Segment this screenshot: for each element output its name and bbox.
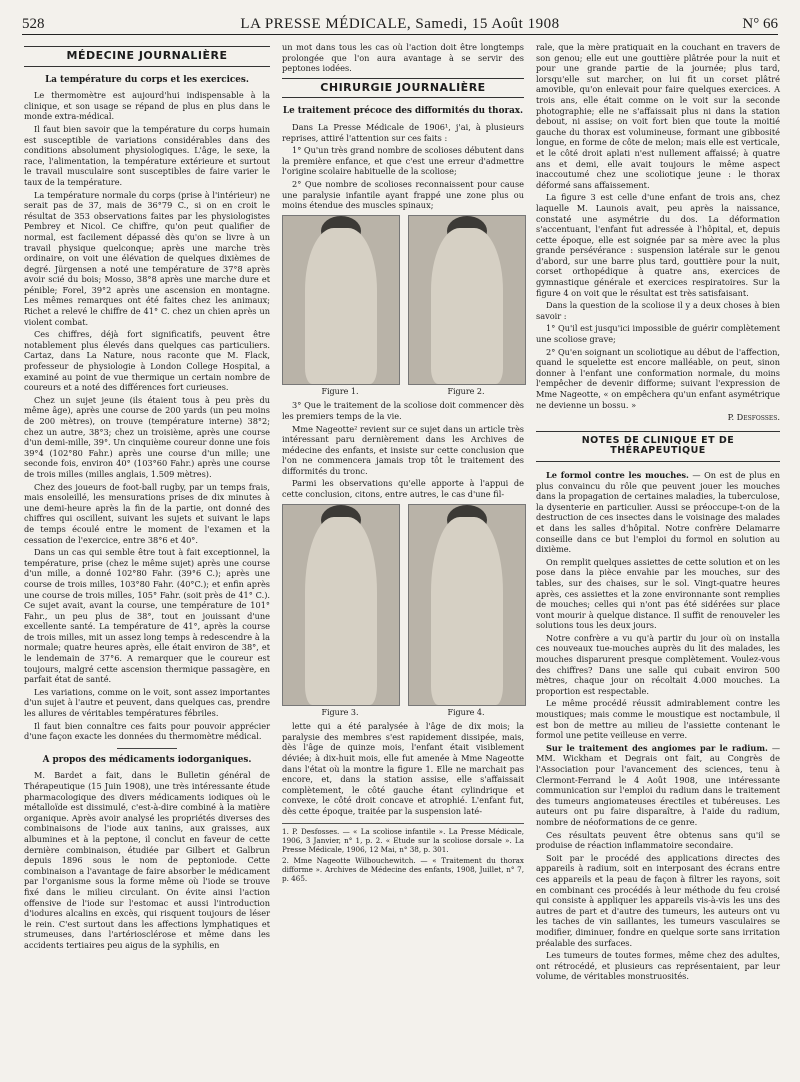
- footnote: 2. Mme Nageotte Wilbouchewitch. — « Traitement du thorax difforme ». Archives de Médecine des enfants, 1908, Juillet, n° 7, p. 465.: [282, 855, 524, 883]
- paragraph: 1° Qu'un très grand nombre de scolioses débutent dans la première enfance, et que c'est une erreur d'admettre l'origine scolaire habituelle de la scoliose;: [282, 145, 524, 177]
- figure-1-photo: [282, 215, 400, 385]
- paragraph: Notre confrère a vu qu'à partir du jour où on installa ces nouveaux tue-mouches auprès du lit des malades, les mouches disparurent presque complètement. Voulez-vous des chiffres? Dans une salle qui cubait environ 500 mètres, chaque jour on récoltait 4.000 mouches. La proportion est respectable.: [536, 632, 780, 696]
- paragraph: lette qui a été paralysée à l'âge de dix mois; la paralysie des membres s'est rapidement dissipée, mais, dès l'âge de quinze mois, l'enfant était visiblement déviée; à dix-huit mois, elle fut amenée à Mme Nageotte dans l'état où la montre la figure 1. Elle ne marchait pas encore, et, dans la station assise, elle s'affaissait complètement, le côté gauche étant cylindrique et convexe, le côté droit concave et atrophié. L'enfant fut, dès cette époque, traitée par la suspension laté-: [282, 721, 524, 816]
- article-title-thorax: Le traitement précoce des difformités du thorax.: [282, 106, 524, 117]
- column-middle: [282, 42, 524, 885]
- paragraph: Mme Nageotte² revient sur ce sujet dans un article très intéressant paru dernièrement dans les Archives de médecine des enfants, et insiste sur cette conclusion que l'on ne commencera jamais trop tôt le traitement des difformités du tronc.: [282, 423, 524, 476]
- footnotes: [282, 823, 524, 883]
- note-text: — On est de plus en plus convaincu du rôle que peuvent jouer les mouches dans la propagation de certaines maladies, la tuberculose, la dysenterie en particulier. Aussi se préoccupe-t-on de la destruction de ces insectes dans le voisinage des malades et dans les salles d'hôpital. Notre confrère Delamarre conseille dans ce but l'emploi du formol en solution au dixième.: [536, 469, 780, 555]
- paragraph: 2° Que nombre de scolioses reconnaissent pour cause une paralysie infantile ayant frappé une zone plus ou moins étendue des muscles spinaux;: [282, 178, 524, 211]
- paragraph: un mot dans tous les cas où l'action doit être longtemps prolongée que l'on aura avantage à se servir des peptones iodées.: [282, 42, 524, 74]
- figure-2: [408, 215, 524, 398]
- paragraph: M. Bardet a fait, dans le Bulletin général de Thérapeutique (15 Juin 1908), une très intéressante étude pharmacologique des divers médicaments iodiques où le métalloïde est dissimulé, c'est-à-dire combiné à la matière organique. Après avoir analysé les propriétés diverses des combinaisons de l'iode aux tanins, aux graisses, aux albumines et à la peptone, il conclut en faveur de cette dernière combinaison, étudiée par Gilbert et Galbrun depuis 1896 sous le nom de peptoniode. Cette combinaison a l'avantage de faire absorber le médicament par l'organisme sous la forme même où l'iode se trouve fixé dans le milieu circulant. On évite ainsi l'action offensive de l'iode sur l'estomac et aussi l'introduction d'iodures alcalins en excès, qui risquent toujours de léser le rein. C'est surtout dans les affections lymphatiques et strumeuses, dans l'artériosclérose et même dans les accidents tertiaires peu aigus de la syphilis, en: [24, 770, 270, 950]
- section-title-chirurgie: CHIRURGIE JOURNALIÈRE: [282, 78, 524, 99]
- paragraph: Dans la question de la scoliose il y a deux choses à bien savoir :: [536, 300, 780, 321]
- journal-title: LA PRESSE MÉDICALE, Samedi, 15 Août 1908: [240, 16, 560, 32]
- footnote: 1. P. Desfosses. — « La scoliose infantile ». La Presse Médicale, 1906, 3 Janvier, n° 1, p. 2. « Etude sur la scoliose dorsale ». La Presse Médicale, 1906, 12 Mai, n° 38, p. 301.: [282, 826, 524, 854]
- paragraph: Soit par le procédé des applications directes des appareils à radium, soit en interposant des écrans entre ces appareils et la peau de façon à filtrer les rayons, soit en combinant ces procédés à leur méthode du feu croisé qui consiste à appliquer les appareils vis-à-vis les uns des autres de part et d'autre des tumeurs, les auteurs ont vu les taches de vin saillantes, les tumeurs vasculaires se modifier, diminuer, fondre en quelque sorte sans irritation préalable des surfaces.: [536, 852, 780, 948]
- figure-2-caption: Figure 2.: [447, 386, 485, 396]
- figure-3-caption: Figure 3.: [321, 707, 359, 717]
- paragraph: La figure 3 est celle d'une enfant de trois ans, chez laquelle M. Launois avait, peu après la naissance, constaté une asymétrie du dos. La déformation s'accentuant, l'enfant fut adressée à l'hôpital, et, depuis cette époque, elle est soignée par sa mère avec la plus grande persévérance : suspension latérale sur le genou d'abord, sur une barre plus tard, gouttière pour la nuit, corset orthopédique à quatre ans, exercices de gymnastique générale et exercices respiratoires. Sur la figure 4 on voit que le résultat est très satisfaisant.: [536, 192, 780, 298]
- paragraph: Le même procédé réussit admirablement contre les moustiques; mais comme le moustique est noctambule, il est bon de mettre au milieu de l'assiette contenant le formol une petite veilleuse en verre.: [536, 698, 780, 741]
- column-right: [536, 42, 780, 984]
- paragraph: 3° Que le traitement de la scoliose doit commencer dès les premiers temps de la vie.: [282, 400, 524, 421]
- figure-1-caption: Figure 1.: [321, 386, 359, 396]
- paragraph: La température normale du corps (prise à l'intérieur) ne serait pas de 37, mais de 36°79 C., si on en croit le résultat de 353 observations faites par les physiologistes Pembrey et Nicol. Ce chiffre, qu'on peut qualifier de normal, est facilement dépassé dès qu'on se livre à un travail physique quelconque; après une marche très ordinaire, on voit une élévation de quelques dixièmes de degré. Jürgensen a noté une température de 37°8 après avoir scié du bois; Mosso, 38°8 après une marche dure et pénible; Forel, 39°2 après une ascension en montagne. Les mêmes remarques ont été faites chez les animaux; Richet a relevé le chiffre de 41° C. chez un chien après un violent combat.: [24, 189, 270, 327]
- section-title-medecine: MÉDECINE JOURNALIÈRE: [24, 46, 270, 67]
- paragraph: Parmi les observations qu'elle apporte à l'appui de cette conclusion, citons, entre autres, le cas d'une fil-: [282, 478, 524, 500]
- page-header: [22, 16, 778, 35]
- paragraph: Dans La Presse Médicale de 1906¹, j'ai, à plusieurs reprises, attiré l'attention sur ces faits :: [282, 121, 524, 143]
- paragraph: Il faut bien savoir que la température du corps humain est susceptible de variations considérables dans des conditions absolument physiologiques. L'âge, le sexe, la race, l'alimentation, la température extérieure et surtout le travail musculaire sont susceptibles de faire varier le taux de la température.: [24, 123, 270, 187]
- paragraph: Il faut bien connaître ces faits pour pouvoir apprécier d'une façon exacte les données du thermomètre médical.: [24, 720, 270, 742]
- paragraph: Le thermomètre est aujourd'hui indispensable à la clinique, et son usage se répand de plus en plus dans le monde extra-médical.: [24, 90, 270, 122]
- paragraph: 2° Qu'en soignant un scoliotique au début de l'affection, quand le squelette est encore malléable, on peut, sinon donner à l'enfant une conformation normale, du moins l'empêcher de devenir difforme; suivant l'expression de Mme Nageotte, « on empêchera qu'un enfant asymétrique ne devienne un bossu. »: [536, 346, 780, 410]
- paragraph: [536, 743, 780, 828]
- paragraph: rale, que la mère pratiquait en la couchant en travers de son genou; elle eut une gouttière plâtrée pour la nuit et pour une grande partie de la journée; plus tard, lorsqu'elle sut marcher, on lui fit un corset plâtré amovible, qu'on enlevait pour faire quelques exercices. A trois ans, elle était comme on le voit sur la seconde photographie; elle ne s'affaissait plus ni dans la station debout, ni assise; on voit fort bien que toute la moitié gauche du thorax est volumineuse, formant une gibbosité longue, en forme de côte de melon; mais elle est verticale, et le côté droit aplati n'est nullement affaissé; à quatre ans et demi, elle avait toujours le même aspect inaccoutumé chez une scoliotique jeune : le thorax déformé sans affaissement.: [536, 42, 780, 190]
- figure-4-caption: Figure 4.: [447, 707, 485, 717]
- note-title-radium: Sur le traitement des angiomes par le radium.: [546, 742, 768, 753]
- figure-4: [408, 504, 524, 719]
- issue-number: N° 66: [742, 16, 778, 32]
- figure-1: [282, 215, 398, 398]
- paragraph: On remplit quelques assiettes de cette solution et on les pose dans la pièce envahie par les mouches, sur des tables, sur des chaises, sur le sol. Vingt-quatre heures après, ces assiettes et la zone environnante sont remplies de mouches; celles qui n'ont pas été sidérées sur place vont mourir à quelque distance. Il suffit de renouveler les solutions tous les deux jours.: [536, 556, 780, 631]
- figure-3-photo: [282, 504, 400, 706]
- paragraph: Les variations, comme on le voit, sont assez importantes d'un sujet à l'autre et peuvent, dans quelques cas, prendre les allures de véritables températures fébriles.: [24, 686, 270, 719]
- divider: [117, 748, 177, 749]
- paragraph: Ces résultats peuvent être obtenus sans qu'il se produise de réaction inflammatoire secondaire.: [536, 829, 780, 851]
- paragraph: Chez des joueurs de foot-ball rugby, par un temps frais, mais ensoleillé, les mensurations prises de dix minutes à une demi-heure après la fin de la partie, ont donné des chiffres qui oscillent, suivant les sujets et suivant le laps de temps écoulé entre le moment de l'examen et la cessation de l'exercice, entre 38°6 et 40°.: [24, 481, 270, 545]
- figure-row-bottom: [282, 504, 524, 719]
- paragraph: Dans un cas qui semble être tout à fait exceptionnel, la température, prise (chez le même sujet) après une course d'un mille, a donné 102°80 Fahr. (39°6 C.); après une course de trois milles, 103°80 Fahr. (40°C.); et enfin après une course de trois milles, 105° Fahr. (soit près de 41° C.). Ce sujet avait, avant la course, une température de 101° Fahr., un peu plus de 38°, tout en jouissant d'une excellente santé. La température de 41°, après la course de trois milles, mit un assez long temps à redescendre à la normale; quatre heures après, elle était environ de 38°, et le lendemain de 37°6. A remarquer que le coureur est toujours, malgré cette ascension thermique passagère, en parfait état de santé.: [24, 547, 270, 685]
- note-title-formol: Le formol contre les mouches.: [546, 469, 689, 480]
- figure-3: [282, 504, 398, 719]
- author-signature: P. Desfosses.: [727, 412, 780, 423]
- paragraph: Les tumeurs de toutes formes, même chez des adultes, ont rétrocédé, et plusieurs cas représentaient, par leur volume, de véritables monstruosités.: [536, 950, 780, 982]
- note-text: — MM. Wickham et Degrais ont fait, au Congrès de l'Association pour l'avancement des sciences, tenu à Clermont-Ferrand le 4 Août 1908, une intéressante communication sur l'emploi du radium dans le traitement des tumeurs angiomateuses érectiles et tubéreuses. Les auteurs ont pu faire disparaître, à l'aide du radium, nombre de néoformations de ce genre.: [536, 742, 780, 827]
- paragraph: Chez un sujet jeune (ils étaient tous à peu près du même âge), après une course de 200 yards (un peu moins de 200 mètres), on trouve (température interne) 38°2; chez un autre, 38°3; chez un troisième, après une course d'un demi-mille, 39°. Un cinquième coureur donne une fois 39°4 (102°80 Fahr.) après une course d'un mille; une seconde fois, environ 40° (103°60 Fahr.) après une course de trois milles (milles anglais, 1.509 mètres).: [24, 394, 270, 479]
- figure-row-top: [282, 215, 524, 398]
- paragraph: 1° Qu'il est jusqu'ici impossible de guérir complètement une scoliose grave;: [536, 323, 780, 345]
- paragraph: [536, 470, 780, 555]
- article-title-iodorganiques: A propos des médicaments iodorganiques.: [42, 754, 252, 765]
- paragraph: Ces chiffres, déjà fort significatifs, peuvent être notablement plus élevés dans quelques cas particuliers. Cartaz, dans La Nature, nous raconte que M. Flack, professeur de physiologie à London College Hospital, a examiné au point de vue thermique un certain nombre de coureurs et a noté des différences fort curieuses.: [24, 329, 270, 393]
- article-title-temperature: La température du corps et les exercices.: [45, 74, 249, 85]
- figure-4-photo: [408, 504, 526, 706]
- page-number: 528: [22, 16, 45, 32]
- column-left: [24, 42, 270, 953]
- section-title-notes: NOTES DE CLINIQUE ET DE THÉRAPEUTIQUE: [536, 431, 780, 462]
- figure-2-photo: [408, 215, 526, 385]
